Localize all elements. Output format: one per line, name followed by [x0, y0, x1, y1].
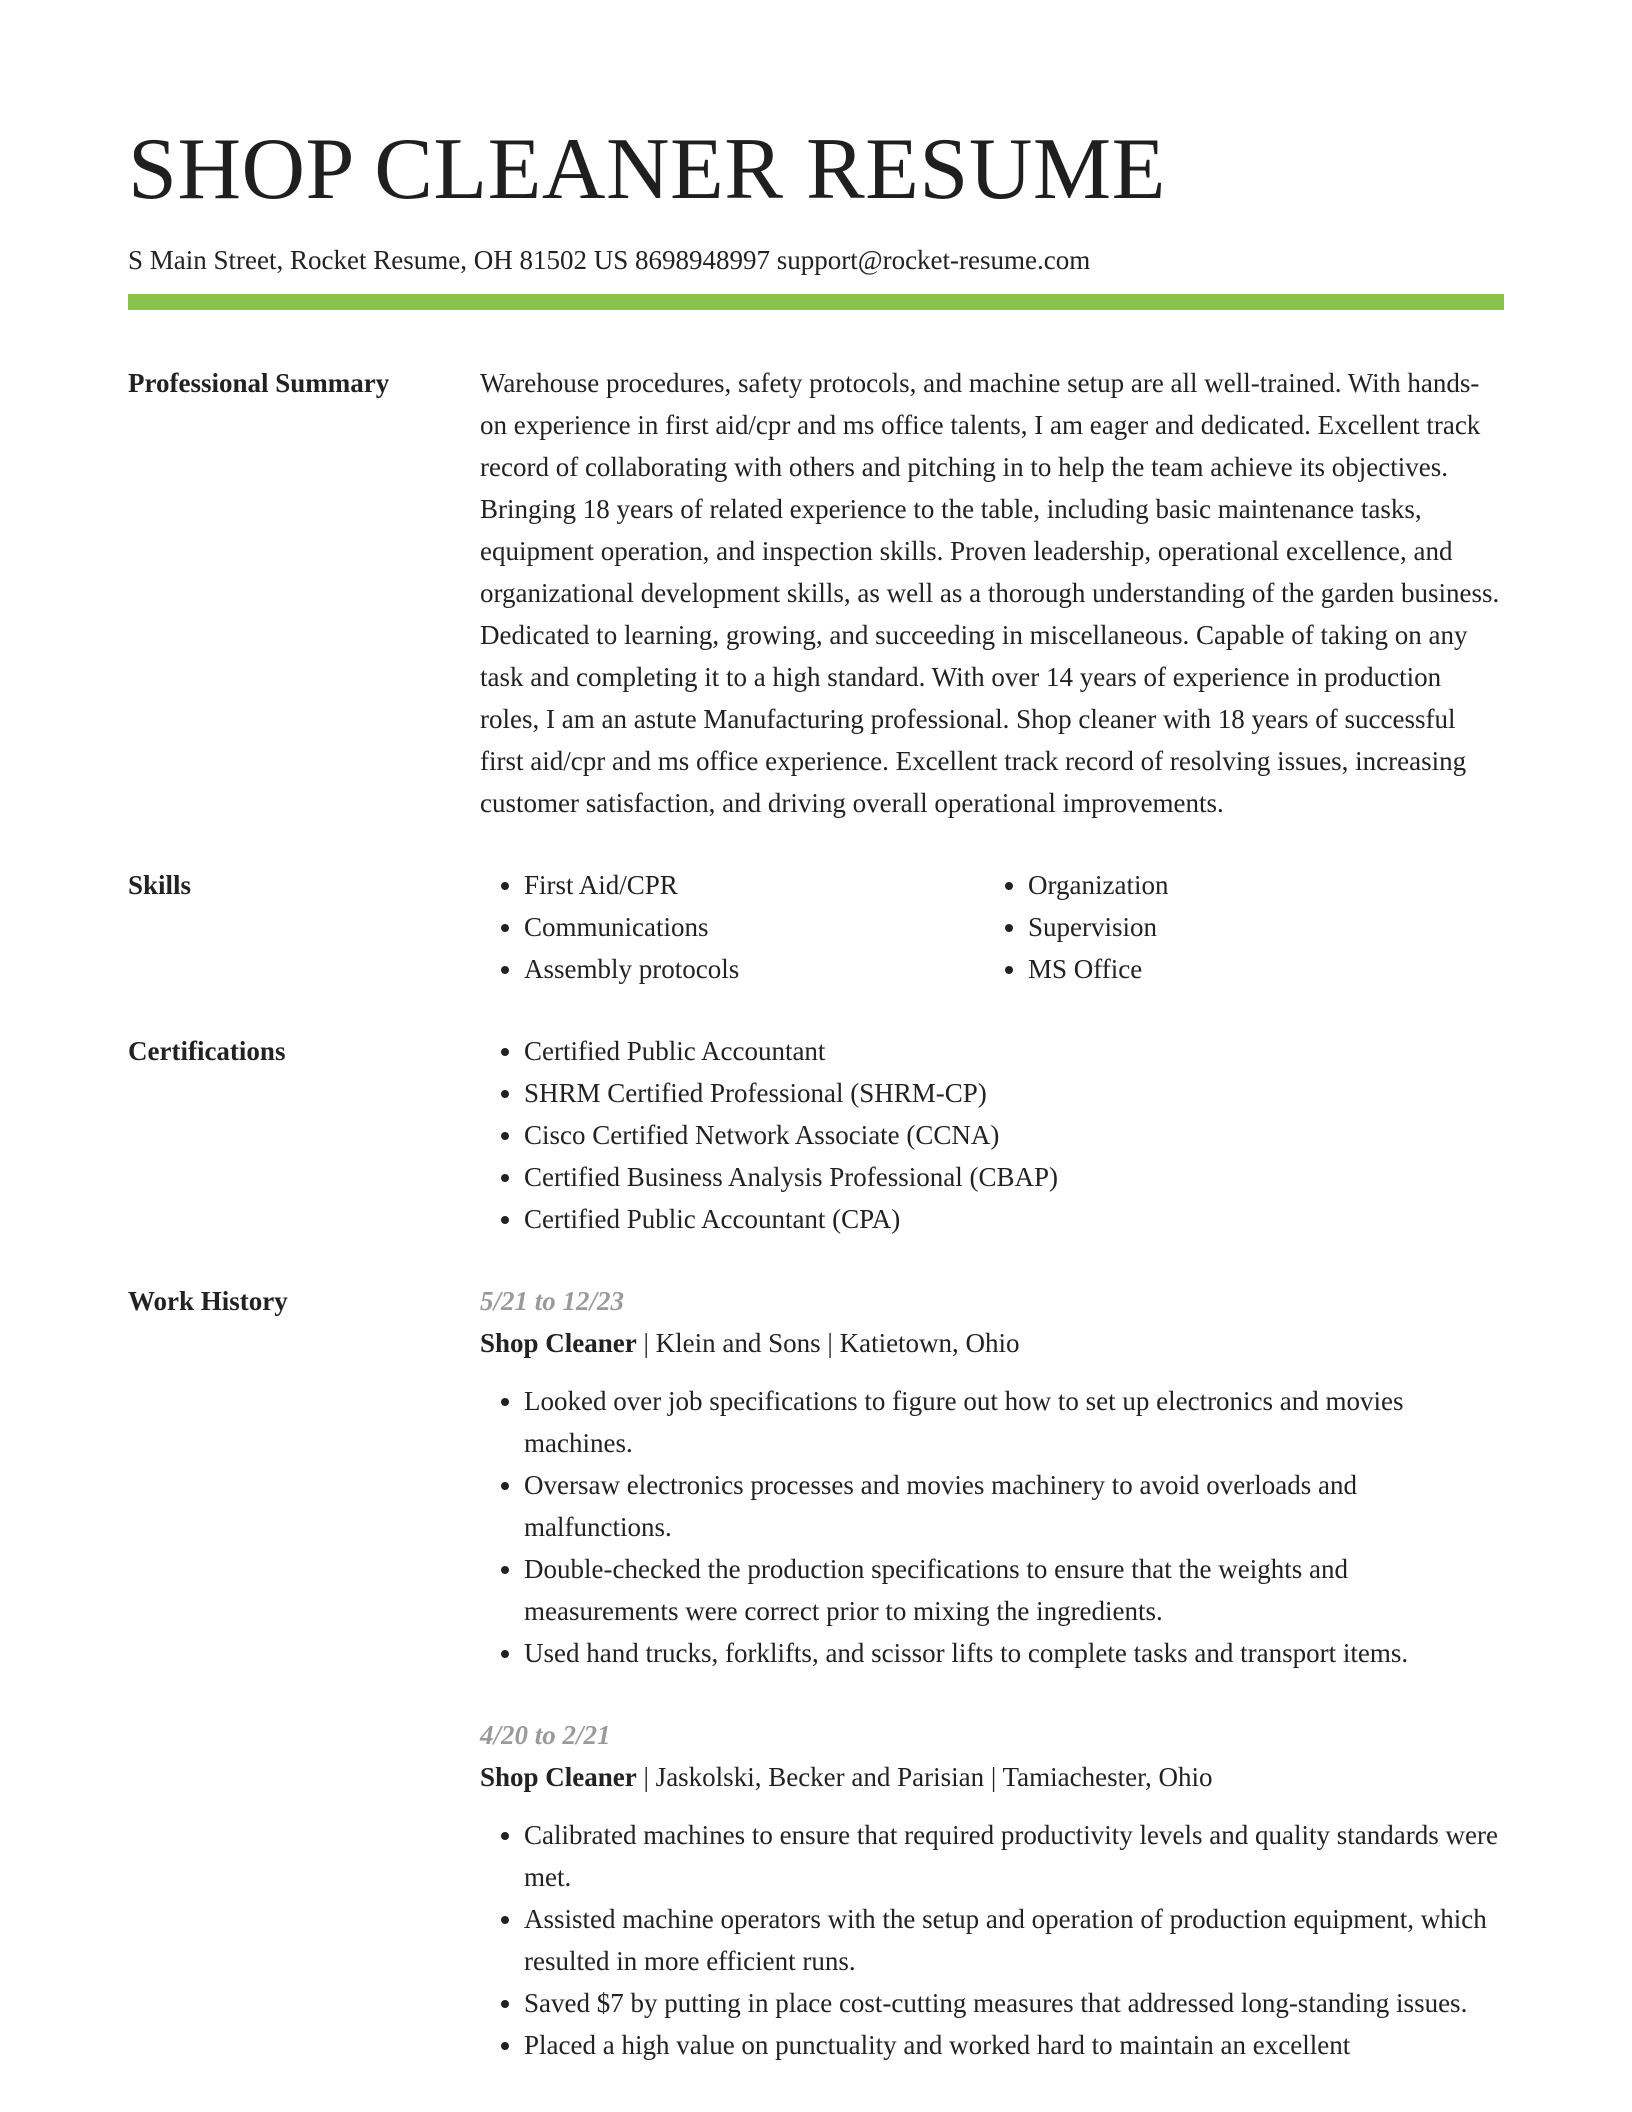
job-duties-list: [480, 1814, 1504, 2066]
certification-item: • Certified Business Analysis Professional (CBAP): [524, 1156, 1504, 1198]
job-entry: [480, 1280, 1504, 1674]
job-title: Shop Cleaner: [480, 1328, 637, 1358]
skills-list-column-2: [984, 864, 1488, 990]
job-title: Shop Cleaner: [480, 1762, 637, 1792]
job-duty: • Used hand trucks, forklifts, and scissor lifts to complete tasks and transport items.: [524, 1632, 1504, 1674]
job-duty: • Assisted machine operators with the setup and operation of production equipment, which resulted in more efficient runs.: [524, 1898, 1504, 1982]
resume-title: SHOP CLEANER RESUME: [128, 121, 1166, 218]
skill-item: • First Aid/CPR: [524, 864, 984, 906]
professional-summary-section: [128, 362, 1504, 824]
resume-page: [128, 118, 1504, 2106]
job-duties-list: [480, 1380, 1504, 1674]
section-label-skills: Skills: [128, 870, 192, 900]
skill-item: • Supervision: [1028, 906, 1488, 948]
job-dates: 4/20 to 2/21: [480, 1720, 611, 1750]
certification-item: • Certified Public Accountant: [524, 1030, 1504, 1072]
section-label-certifications: Certifications: [128, 1036, 286, 1066]
skills-section: [128, 864, 1504, 990]
skill-item: • Assembly protocols: [524, 948, 984, 990]
job-heading: [480, 1322, 1504, 1364]
skills-list-column-1: [480, 864, 984, 990]
skill-item: • MS Office: [1028, 948, 1488, 990]
certification-item: • SHRM Certified Professional (SHRM-CP): [524, 1072, 1504, 1114]
section-label-work-history: Work History: [128, 1286, 288, 1316]
job-dates: 5/21 to 12/23: [480, 1286, 625, 1316]
certification-item: • Certified Public Accountant (CPA): [524, 1198, 1504, 1240]
job-duty: • Oversaw electronics processes and movies machinery to avoid overloads and malfunctions.: [524, 1464, 1504, 1548]
job-employer-location: | Klein and Sons | Katietown, Ohio: [636, 1328, 1020, 1358]
certification-item: • Cisco Certified Network Associate (CCNA): [524, 1114, 1504, 1156]
certifications-section: [128, 1030, 1504, 1240]
job-heading: [480, 1756, 1504, 1798]
job-entry: [480, 1714, 1504, 2066]
job-employer-location: | Jaskolski, Becker and Parisian | Tamiachester, Ohio: [636, 1762, 1213, 1792]
job-duty: • Looked over job specifications to figure out how to set up electronics and movies machines.: [524, 1380, 1504, 1464]
job-duty: • Double-checked the production specifications to ensure that the weights and measurements were correct prior to mixing the ingredients.: [524, 1548, 1504, 1632]
skill-item: • Communications: [524, 906, 984, 948]
job-duty: • Saved $7 by putting in place cost-cutting measures that addressed long-standing issues.: [524, 1982, 1504, 2024]
job-duty: • Placed a high value on punctuality and worked hard to maintain an excellent: [524, 2024, 1504, 2066]
job-duty: • Calibrated machines to ensure that required productivity levels and quality standards were met.: [524, 1814, 1504, 1898]
contact-line: S Main Street, Rocket Resume, OH 81502 US 8698948997 support@rocket-resume.com: [128, 245, 1091, 275]
accent-divider: [128, 294, 1504, 310]
work-history-section: [128, 1280, 1504, 2106]
section-label-summary: Professional Summary: [128, 368, 390, 398]
summary-text: Warehouse procedures, safety protocols, and machine setup are all well-trained. With hands-on experience in first aid/cpr and ms office talents, I am eager and dedicated. Excellent track record of collaborating with others and pitching in to help the team achieve its objectives. Bringing 18 years of related experience to the table, including basic maintenance tasks, equipment operation, and inspection skills. Proven leadership, operational excellence, and organizational development skills, as well as a thorough understanding of the garden business. Dedicated to learning, growing, and succeeding in miscellaneous. Capable of taking on any task and completing it to a high standard. With over 14 years of experience in production roles, I am an astute Manufacturing professional. Shop cleaner with 18 years of successful first aid/cpr and ms office experience. Excellent track record of resolving issues, increasing customer satisfaction, and driving overall operational improvements.: [480, 368, 1500, 818]
certifications-list: [480, 1030, 1504, 1240]
skill-item: • Organization: [1028, 864, 1488, 906]
